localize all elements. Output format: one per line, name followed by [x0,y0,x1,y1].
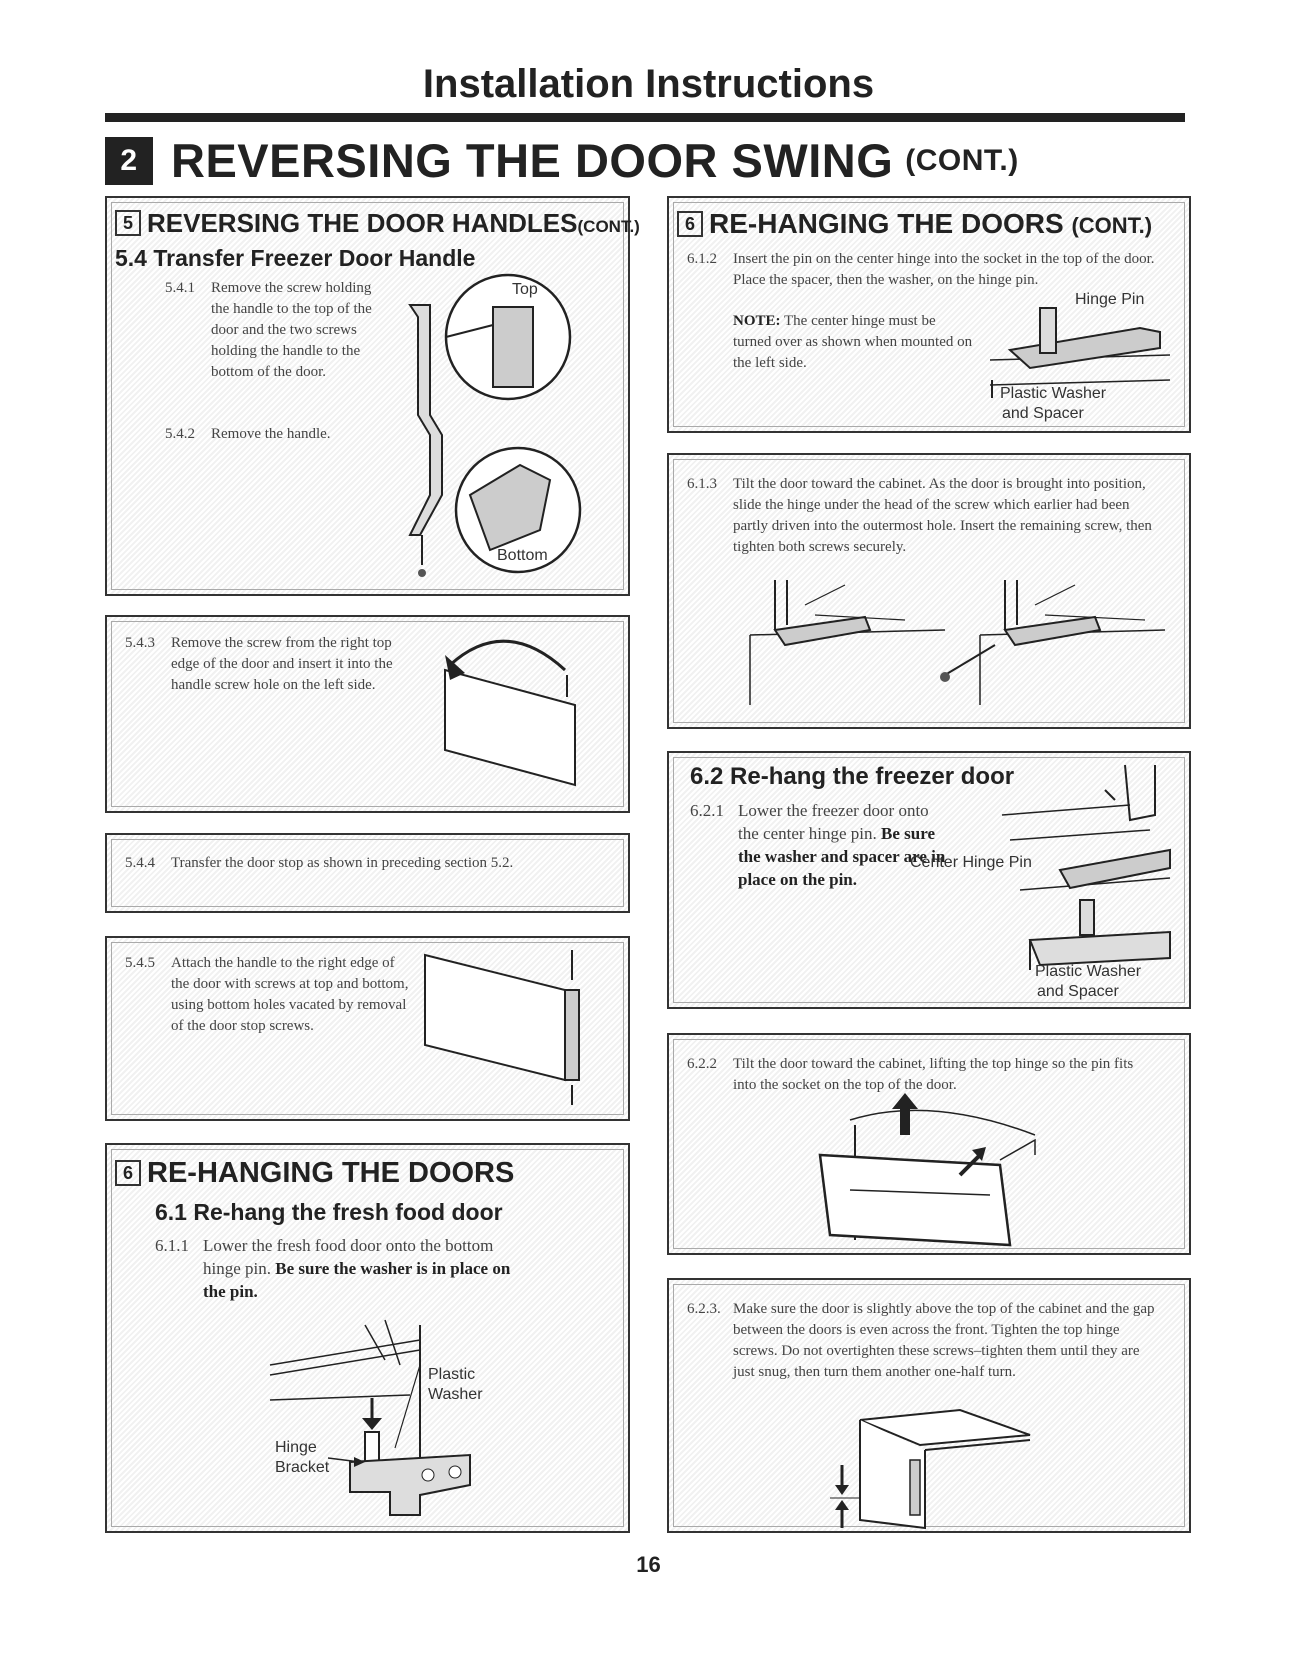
note-text: The center hinge must be turned over as shown when mounted on the left side. [733,313,973,371]
slide-hinge-illustration [745,575,1165,715]
section-title-text: REVERSING THE DOOR SWING [171,134,894,187]
heading-cont: (CONT.) [1071,213,1153,238]
label-center-hinge-pin: Center Hinge Pin [910,854,1032,871]
step-number: 6.2.3. [687,1301,721,1317]
attach-handle-illustration [415,950,600,1110]
step-text: Remove the screw from the right top edge of the door and insert it into the handle screw hole on the left side. [171,635,393,693]
step-text: Remove the handle. [211,426,331,442]
heading-cont: (CONT.) [577,217,640,236]
step-text: Tilt the door toward the cabinet. As the door is brought into position, slide the hinge under the head of the screw which earlier had been partly driven into the outermost hole. Insert the remaining screw, then tighten both screws securely. [733,476,1152,555]
heading-text: REVERSING THE DOOR HANDLES [147,208,578,238]
step-text: Remove the screw holding the handle to the top of the door and the two screws holding the handle to the bottom of the door. [211,280,372,380]
label-washer: Washer [428,1386,483,1403]
step-5-4-5 [125,953,415,1037]
step-emphasis: Be sure the washer is in place on the pin. [203,1259,511,1301]
label-top: Top [512,281,538,298]
label-plastic-washer-2: Plastic Washer [1035,963,1142,980]
step-text: Attach the handle to the right edge of the door with screws at top and bottom, using bottom holes vacated by removal of the door stop screws. [171,955,409,1034]
step-6-2-2 [687,1054,1157,1096]
step-number: 6.1.3 [687,476,717,492]
tilt-door-illustration [810,1095,1050,1245]
page-title: Installation Instructions [422,62,875,106]
step-number: 5.4.4 [125,855,155,871]
section-cont-label: (CONT.) [905,143,1019,177]
label-hinge: Hinge [275,1439,317,1456]
label-bracket: Bracket [275,1459,330,1476]
label-and-spacer-2: and Spacer [1037,983,1119,1000]
step-number: 6.2.1 [690,801,724,820]
subheading-5-4: 5.4 Transfer Freezer Door Handle [115,245,476,271]
panel-door-handles-heading [115,208,640,239]
step-5-4-4 [125,853,525,874]
step-text: Lower the freezer door onto the center hinge pin. [738,801,929,843]
heading-text: RE-HANGING THE DOORS [709,208,1064,239]
step-number: 5.4.2 [165,426,195,442]
title-rule [105,113,1185,122]
section-number-badge: 2 [105,137,153,185]
door-gap-illustration [840,1410,1040,1530]
step-6-2-1 [690,799,950,891]
heading-text: RE-HANGING THE DOORS [147,1157,515,1189]
page-number: 16 [636,1552,661,1577]
subheading-6-2: 6.2 Re-hang the freezer door [690,763,1015,790]
step-text: Insert the pin on the center hinge into the socket in the top of the door. Place the spacer, then the washer, on the hinge pin. [733,251,1155,288]
section-heading [105,133,1019,188]
label-hinge-pin: Hinge Pin [1075,291,1145,308]
step-number: 6.1.2 [687,251,717,267]
step-number-badge: 6 [677,211,703,237]
step-number: 5.4.3 [125,635,155,651]
subheading-6-1: 6.1 Re-hang the fresh food door [155,1199,503,1225]
step-number: 5.4.1 [165,280,195,296]
step-number: 6.2.2 [687,1056,717,1072]
step-number: 6.1.1 [155,1236,189,1255]
step-number-badge: 6 [115,1160,141,1186]
screw-transfer-illustration [425,625,605,785]
note-label: NOTE: [733,313,781,329]
step-number: 5.4.5 [125,955,155,971]
step-5-4-3 [125,633,395,696]
note-6-1-2 [687,311,977,374]
step-6-1-2 [687,249,1157,291]
label-plastic-washer: Plastic Washer [1000,385,1107,402]
panel-rehanging-doors-heading [115,1157,514,1190]
step-text: Lower the fresh food door onto the bottom hinge pin. [203,1236,494,1278]
bottom-hinge-illustration [270,1320,490,1510]
step-6-1-3 [687,474,1157,558]
step-text: Tilt the door toward the cabinet, lifting the top hinge so the pin fits into the socket on the top of the door. [733,1056,1134,1093]
label-plastic: Plastic [428,1366,476,1383]
step-5-4-1 [165,278,380,383]
panel-rehanging-doors-cont-heading [677,208,1152,240]
step-text: Transfer the door stop as shown in preceding section 5.2. [171,855,514,871]
step-number-badge: 5 [115,210,141,236]
label-bottom: Bottom [497,547,548,564]
step-6-2-3 [687,1299,1157,1383]
step-6-1-1 [155,1234,530,1303]
handle-illustration [390,265,600,595]
label-and-spacer: and Spacer [1002,405,1084,422]
step-text: Make sure the door is slightly above the top of the cabinet and the gap between the doors is even across the front. Tighten the top hinge screws. Do not overtighten these screws–tighten them until they are just snug, then turn them another one-half turn. [733,1301,1155,1380]
step-5-4-2 [165,424,425,445]
step-emphasis: Be sure the washer and spacer are in place on the pin. [738,824,946,889]
